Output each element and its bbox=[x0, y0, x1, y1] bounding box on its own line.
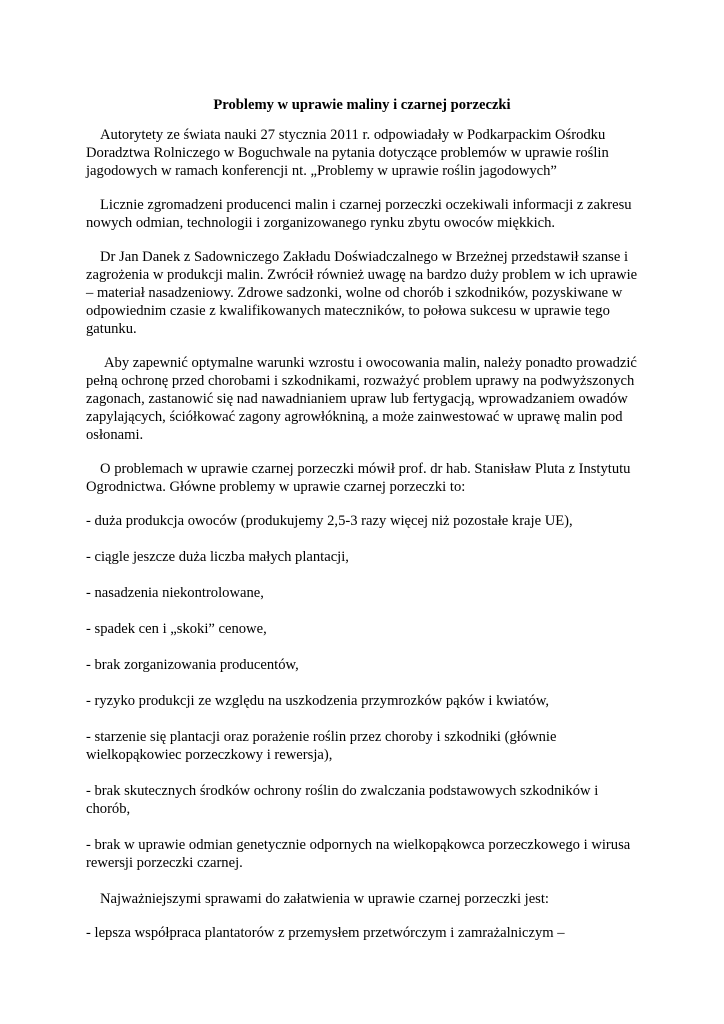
list-item: - spadek cen i „skoki” cenowe, bbox=[86, 621, 267, 637]
document-title: Problemy w uprawie maliny i czarnej porzeczki bbox=[213, 97, 511, 113]
list-item: - brak zorganizowania producentów, bbox=[86, 657, 299, 673]
paragraph-danek: Dr Jan Danek z Sadowniczego Zakładu Doświadczalnego w Brzeżnej przedstawił szanse i zagrożenia w produkcji malin. Zwrócił również uwagę na bardzo duży problem w ich uprawie – materiał nasadzeniowy. Zdrowe sadzonki, wolne od chorób i szkodników, pozyskiwane w odpowiednim czasie z kwalifikowanych mateczników, to połowa sukcesu w uprawie tego gatunku. bbox=[86, 249, 638, 337]
list-item: - brak skutecznych środków ochrony roślin do zwalczania podstawowych szkodników i chorób, bbox=[86, 783, 599, 817]
paragraph-producers: Licznie zgromadzeni producenci malin i czarnej porzeczki oczekiwali informacji z zakresu nowych odmian, technologii i zorganizowanego rynku zbytu owoców miękkich. bbox=[86, 197, 632, 231]
paragraph-pluta: O problemach w uprawie czarnej porzeczki mówił prof. dr hab. Stanisław Pluta z Instytutu Ogrodnictwa. Główne problemy w uprawie czarnej porzeczki to: bbox=[86, 461, 631, 495]
paragraph-intro: Autorytety ze świata nauki 27 stycznia 2011 r. odpowiadały w Podkarpackim Ośrodku Doradztwa Rolniczego w Boguchwale na pytania dotyczące problemów w uprawie roślin jagodowych w ramach konferencji nt. „Problemy w uprawie roślin jagodowych” bbox=[86, 127, 609, 179]
paragraph-conditions: Aby zapewnić optymalne warunki wzrostu i owocowania malin, należy ponadto prowadzić pełną ochronę przed chorobami i szkodnikami, rozważyć problem uprawy na podwyższonych zagonach, zastanowić się nad nawadnianiem upraw lub fertygacją, wprowadzaniem owadów zapylających, ściółkować zagony agrowłókniną, a może zainwestować w uprawę malin pod osłonami. bbox=[86, 355, 637, 443]
list-item: - lepsza współpraca plantatorów z przemysłem przetwórczym i zamrażalniczym – bbox=[86, 925, 565, 941]
list-item: - ryzyko produkcji ze względu na uszkodzenia przymrozków pąków i kwiatów, bbox=[86, 693, 550, 709]
list-item: - duża produkcja owoców (produkujemy 2,5-3 razy więcej niż pozostałe kraje UE), bbox=[86, 513, 573, 529]
priorities-list bbox=[86, 924, 638, 942]
list-item: - brak w uprawie odmian genetycznie odpornych na wielkopąkowca porzeczkowego i wirusa rewersji porzeczki czarnej. bbox=[86, 837, 631, 871]
list-item: - starzenie się plantacji oraz porażenie roślin przez choroby i szkodniki (głównie wielkopąkowiec porzeczkowy i rewersja), bbox=[86, 729, 557, 763]
list-item: - ciągle jeszcze duża liczba małych plantacji, bbox=[86, 549, 349, 565]
paragraph-priorities-intro: Najważniejszymi sprawami do załatwienia w uprawie czarnej porzeczki jest: bbox=[100, 891, 549, 907]
list-item: - nasadzenia niekontrolowane, bbox=[86, 585, 264, 601]
problems-list bbox=[86, 512, 638, 872]
